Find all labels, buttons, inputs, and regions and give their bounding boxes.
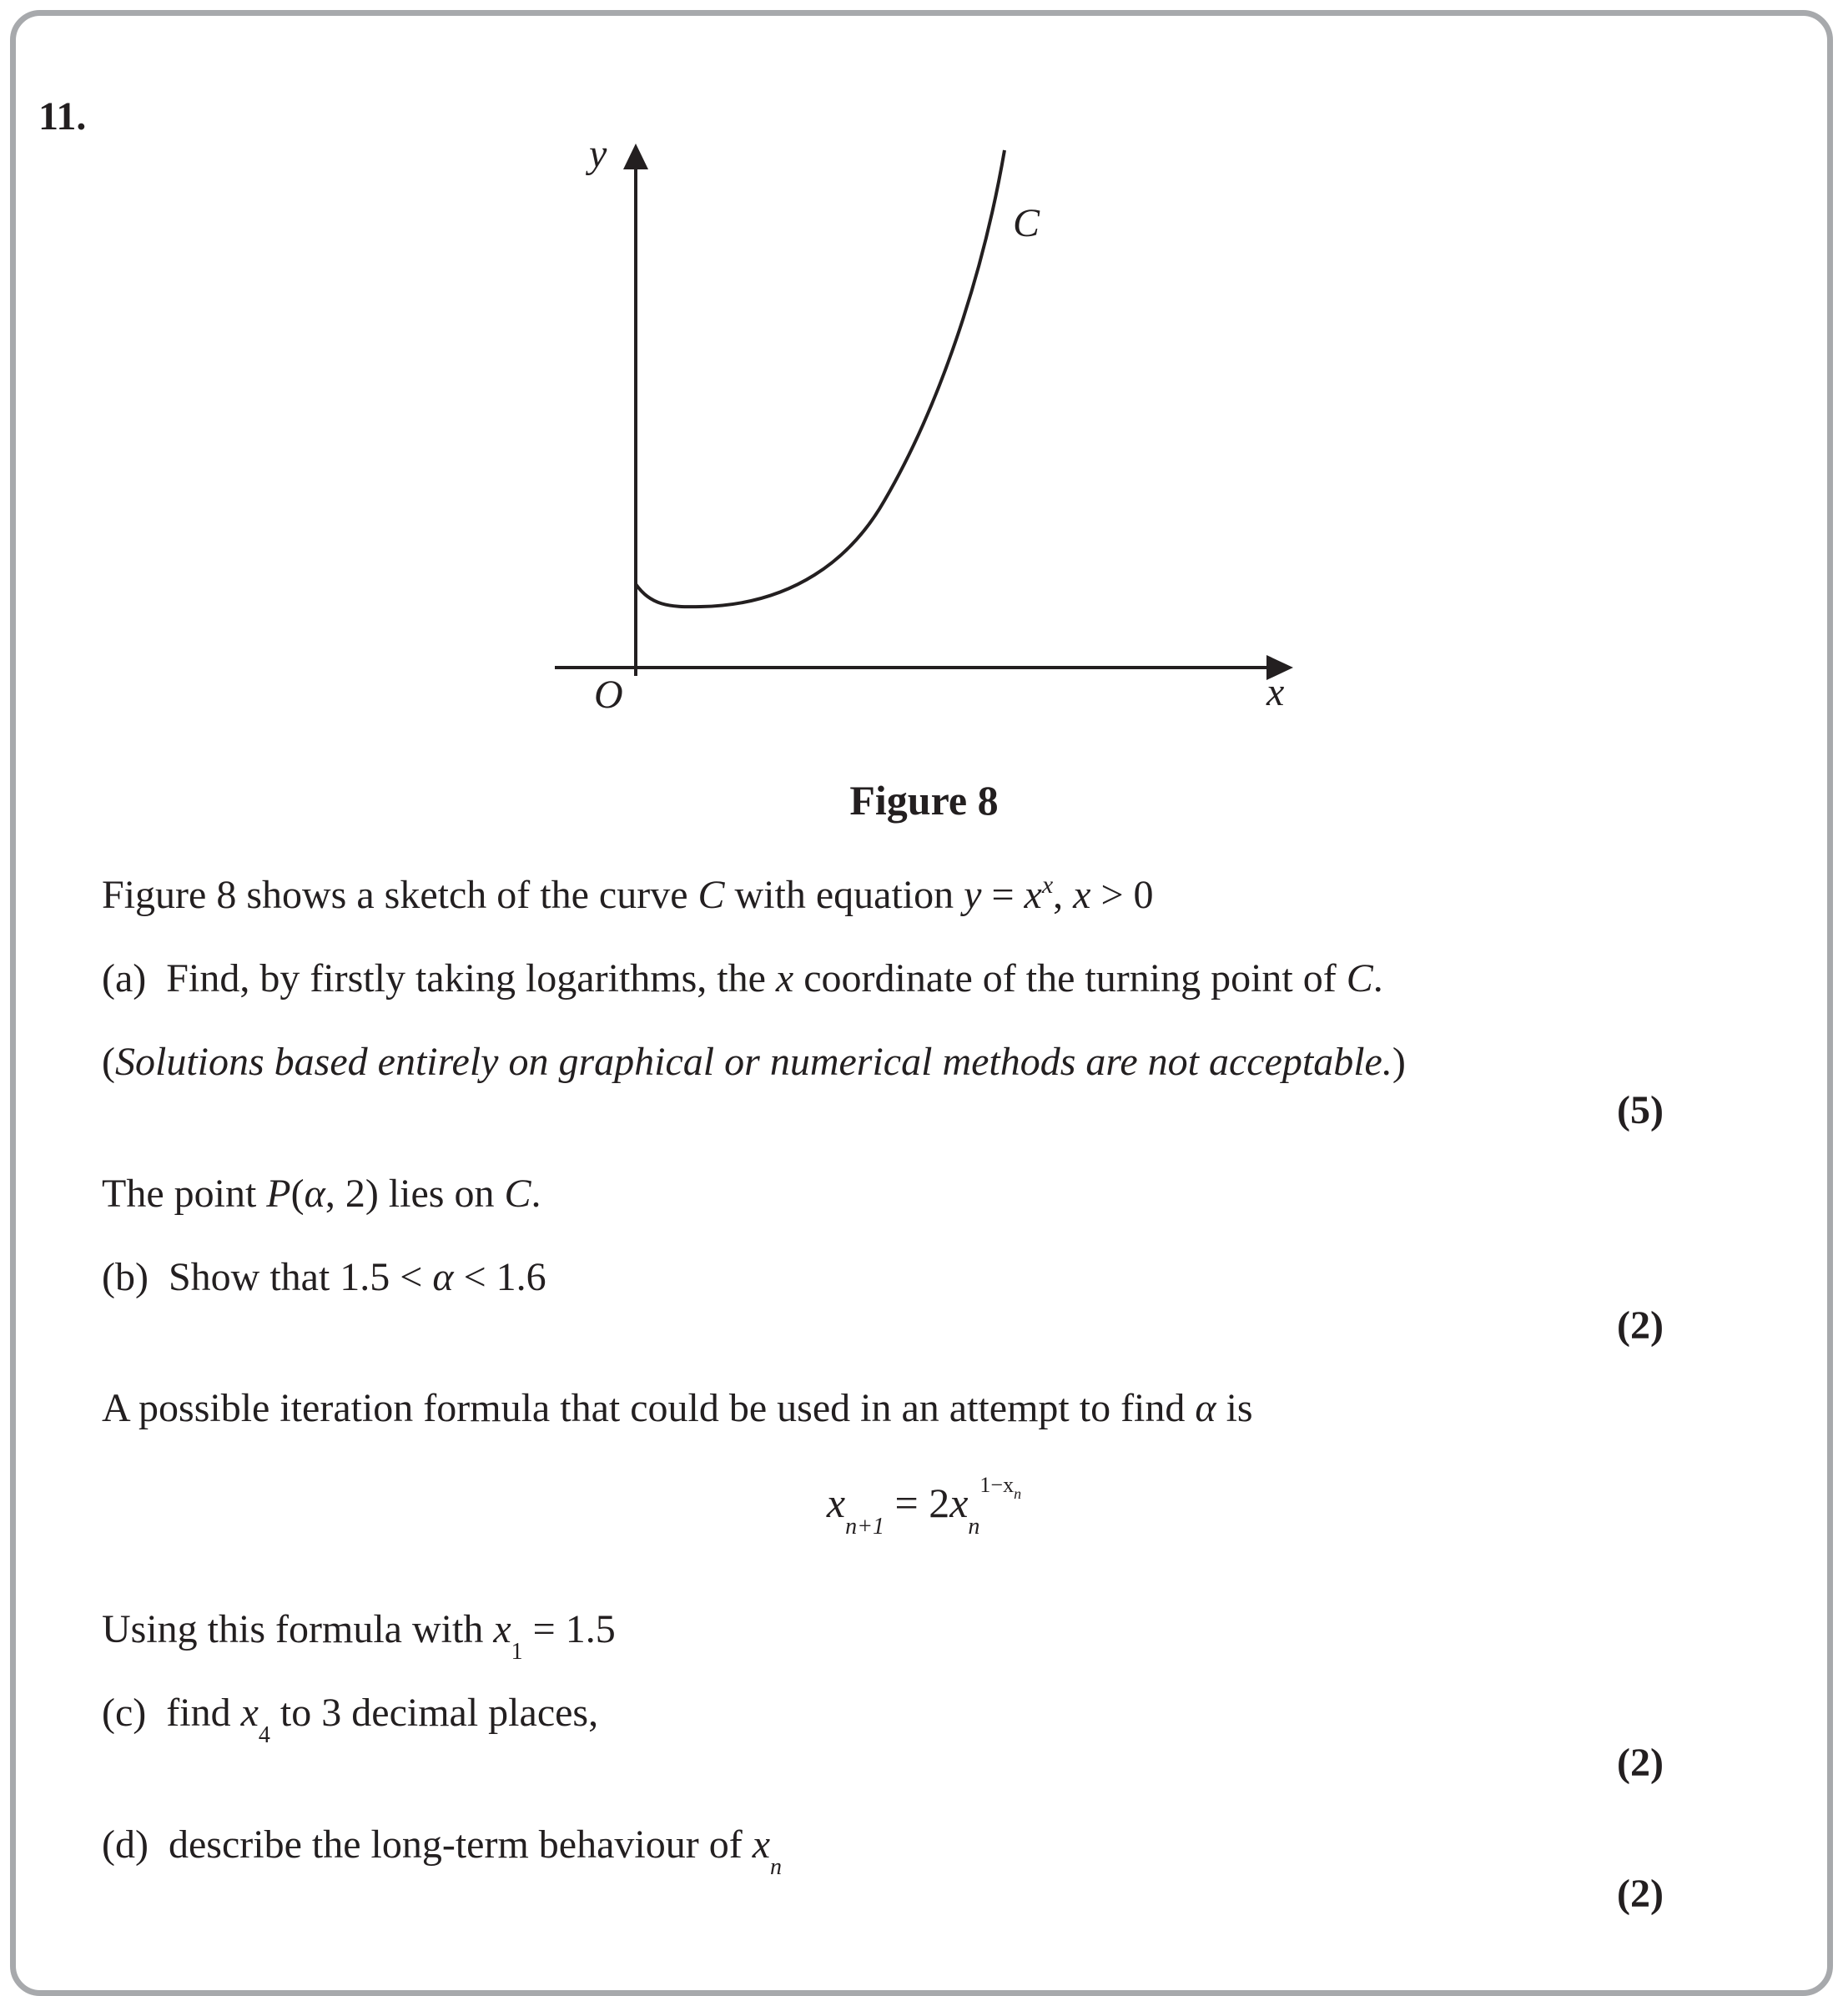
iteration-formula — [0, 1473, 1848, 1540]
condition-x: x — [1073, 873, 1091, 917]
part-b-alpha: α — [432, 1255, 454, 1299]
part-a-text1: Find, by firstly taking logarithms, the — [166, 956, 776, 1001]
part-b-label: (b) — [102, 1255, 149, 1299]
part-c-label: (c) — [102, 1691, 147, 1735]
part-b-line — [102, 1254, 546, 1300]
part-d-var: x — [752, 1822, 771, 1867]
intro-line — [102, 872, 1154, 918]
iteration-alpha: α — [1195, 1386, 1216, 1430]
formula-exp-sub: n — [1014, 1485, 1022, 1502]
part-a-label: (a) — [102, 956, 147, 1001]
iteration-text: A possible iteration formula that could be used in an attempt to find — [102, 1386, 1196, 1430]
using-sub: 1 — [511, 1639, 523, 1665]
question-number: 11. — [38, 94, 87, 139]
formula-lhs-sub: n+1 — [845, 1514, 885, 1540]
part-d-marks: (2) — [1617, 1872, 1664, 1916]
part-d-sub: n — [770, 1854, 783, 1880]
formula-rhs: x — [949, 1479, 969, 1526]
equation-comma: , — [1053, 873, 1074, 917]
part-a-var: x — [775, 956, 794, 1001]
point-open: ( — [290, 1172, 305, 1216]
using-var: x — [493, 1607, 511, 1651]
part-d-label: (d) — [102, 1822, 149, 1867]
condition: > 0 — [1090, 873, 1154, 917]
part-c-sub: 4 — [258, 1722, 270, 1748]
part-a-marks: (5) — [1617, 1088, 1664, 1132]
formula-rhs-sub: n — [968, 1514, 980, 1540]
part-d-text: describe the long-term behaviour of — [168, 1822, 753, 1867]
part-c-marks: (2) — [1617, 1741, 1664, 1785]
iteration-end: is — [1216, 1386, 1253, 1430]
part-a-curve: C — [1346, 956, 1373, 1001]
formula-eq: = 2 — [884, 1479, 950, 1526]
note-open: ( — [102, 1040, 115, 1084]
point-text1: The point — [102, 1172, 267, 1216]
part-c-text2: to 3 decimal places, — [269, 1691, 599, 1735]
part-c-var: x — [240, 1691, 259, 1735]
point-p: P — [266, 1172, 291, 1216]
part-b-text2: < 1.6 — [453, 1255, 546, 1299]
part-c-line — [102, 1690, 599, 1748]
note-text: Solutions based entirely on graphical or numerical methods are not acceptable. — [114, 1040, 1392, 1084]
part-a-end: . — [1372, 956, 1383, 1001]
figure-8-sketch — [0, 0, 1848, 751]
formula-lhs: x — [826, 1479, 846, 1526]
equation-y: y — [964, 873, 982, 917]
part-b-text: Show that 1.5 < — [168, 1255, 433, 1299]
y-axis-arrow — [623, 144, 648, 169]
part-a-text2: coordinate of the turning point of — [793, 956, 1347, 1001]
using-rest: = 1.5 — [522, 1607, 616, 1651]
point-end: . — [531, 1172, 541, 1216]
y-axis-label: y — [589, 132, 607, 176]
part-a-note — [102, 1039, 1406, 1085]
using-text: Using this formula with — [102, 1607, 494, 1651]
equation-exponent: x — [1041, 871, 1054, 899]
note-close: ) — [1392, 1040, 1406, 1084]
part-d-line — [102, 1822, 783, 1880]
curve-label: C — [1013, 201, 1040, 245]
equation-equals: = — [981, 873, 1025, 917]
part-b-marks: (2) — [1617, 1303, 1664, 1348]
equation-x: x — [1024, 873, 1042, 917]
x-axis-label: x — [1266, 670, 1285, 714]
intro-mid: with equation — [724, 873, 964, 917]
point-alpha: α — [304, 1172, 325, 1216]
using-line — [102, 1606, 616, 1665]
point-curve: C — [504, 1172, 531, 1216]
point-rest: , 2) lies on — [325, 1172, 505, 1216]
intro-curve: C — [697, 873, 725, 917]
part-a-line — [102, 955, 1383, 1001]
formula-exponent — [979, 1473, 1022, 1502]
part-c-text1: find — [166, 1691, 241, 1735]
iteration-intro — [102, 1385, 1253, 1431]
formula-exp: 1−x — [979, 1473, 1015, 1497]
origin-label: O — [594, 673, 623, 717]
curve-c — [636, 150, 1005, 607]
intro-text: Figure 8 shows a sketch of the curve — [102, 873, 698, 917]
point-line — [102, 1171, 541, 1217]
figure-caption: Figure 8 — [849, 777, 999, 824]
